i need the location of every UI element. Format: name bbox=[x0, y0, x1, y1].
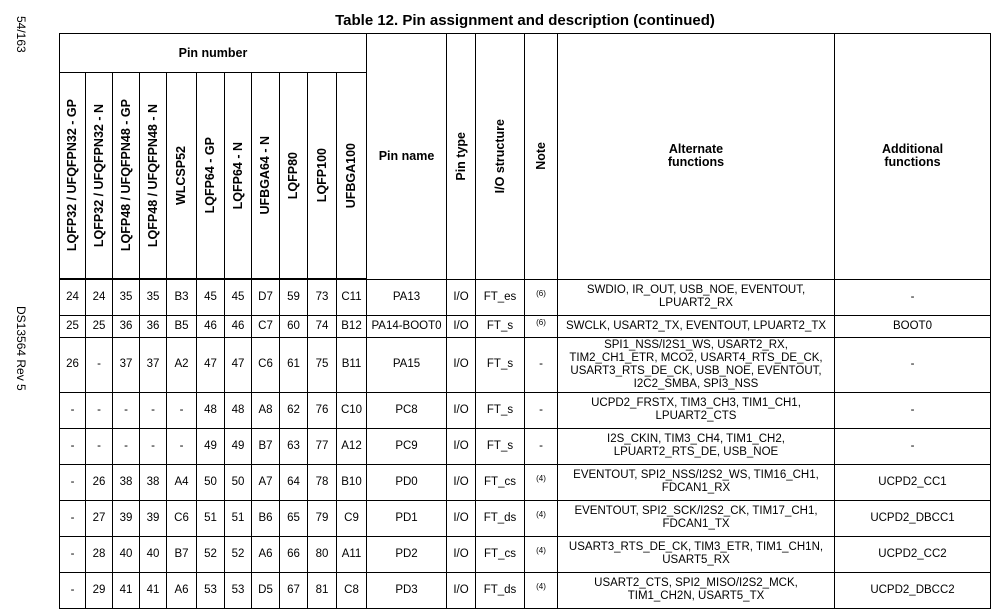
additional-functions-cell: BOOT0 bbox=[835, 315, 991, 337]
pin-cell: 25 bbox=[86, 315, 113, 337]
pin-cell: 78 bbox=[308, 464, 337, 500]
pin-cell: - bbox=[167, 428, 197, 464]
note-cell: (4) bbox=[525, 464, 558, 500]
pin-type-cell: I/O bbox=[447, 392, 476, 428]
pin-cell: A11 bbox=[337, 536, 367, 572]
pin-cell: 59 bbox=[280, 279, 308, 315]
pin-cell: 47 bbox=[225, 337, 252, 392]
pin-cell: D7 bbox=[252, 279, 280, 315]
table-row bbox=[60, 572, 991, 608]
pin-cell: 77 bbox=[308, 428, 337, 464]
pin-cell: 45 bbox=[225, 279, 252, 315]
pin-cell: B11 bbox=[337, 337, 367, 392]
pin-cell: 50 bbox=[225, 464, 252, 500]
pin-cell: 29 bbox=[86, 572, 113, 608]
note-cell: (4) bbox=[525, 536, 558, 572]
io-structure-cell: FT_cs bbox=[476, 464, 525, 500]
pin-cell: 80 bbox=[308, 536, 337, 572]
pin-cell: A6 bbox=[167, 572, 197, 608]
pin-cell: A12 bbox=[337, 428, 367, 464]
package-header: LQFP48 / UFQFPN48 - N bbox=[140, 73, 167, 280]
note-header: Note bbox=[525, 34, 558, 280]
additional-functions-cell: UCPD2_DBCC1 bbox=[835, 500, 991, 536]
note-cell: (6) bbox=[525, 279, 558, 315]
pin-number-header: Pin number bbox=[60, 34, 367, 73]
pin-cell: - bbox=[86, 392, 113, 428]
pin-cell: - bbox=[60, 536, 86, 572]
package-header: UFBGA64 - N bbox=[252, 73, 280, 280]
package-header: LQFP100 bbox=[308, 73, 337, 280]
pin-name-cell: PD0 bbox=[367, 464, 447, 500]
pin-cell: 38 bbox=[140, 464, 167, 500]
alternate-functions-cell: I2S_CKIN, TIM3_CH4, TIM1_CH2, LPUART2_RTS_DE, USB_NOE bbox=[558, 428, 835, 464]
additional-functions-cell: - bbox=[835, 337, 991, 392]
pin-cell: - bbox=[60, 500, 86, 536]
pin-cell: 41 bbox=[113, 572, 140, 608]
pin-cell: 51 bbox=[225, 500, 252, 536]
pin-cell: 39 bbox=[113, 500, 140, 536]
pin-cell: 53 bbox=[225, 572, 252, 608]
pin-cell: A6 bbox=[252, 536, 280, 572]
pin-cell: 24 bbox=[60, 279, 86, 315]
pin-name-cell: PD1 bbox=[367, 500, 447, 536]
additional-functions-cell: UCPD2_DBCC2 bbox=[835, 572, 991, 608]
pin-cell: A4 bbox=[167, 464, 197, 500]
io-structure-cell: FT_s bbox=[476, 392, 525, 428]
pin-cell: 64 bbox=[280, 464, 308, 500]
additional-functions-cell: - bbox=[835, 392, 991, 428]
pin-cell: 52 bbox=[197, 536, 225, 572]
pin-cell: - bbox=[86, 337, 113, 392]
pin-cell: 67 bbox=[280, 572, 308, 608]
package-header: LQFP48 / UFQFPN48 - GP bbox=[113, 73, 140, 280]
pin-cell: 40 bbox=[140, 536, 167, 572]
pin-name-header: Pin name bbox=[367, 34, 447, 280]
pin-cell: 26 bbox=[60, 337, 86, 392]
pin-cell: 38 bbox=[113, 464, 140, 500]
additional-functions-cell: - bbox=[835, 428, 991, 464]
io-structure-cell: FT_ds bbox=[476, 500, 525, 536]
pin-cell: A7 bbox=[252, 464, 280, 500]
pin-cell: 60 bbox=[280, 315, 308, 337]
pin-name-cell: PA15 bbox=[367, 337, 447, 392]
pin-cell: 73 bbox=[308, 279, 337, 315]
additional-functions-cell: UCPD2_CC1 bbox=[835, 464, 991, 500]
pin-cell: 51 bbox=[197, 500, 225, 536]
pin-cell: 45 bbox=[197, 279, 225, 315]
pin-cell: 27 bbox=[86, 500, 113, 536]
pin-cell: B6 bbox=[252, 500, 280, 536]
table-row bbox=[60, 279, 991, 315]
note-cell: - bbox=[525, 337, 558, 392]
package-header: LQFP64 - N bbox=[225, 73, 252, 280]
pin-cell: 36 bbox=[113, 315, 140, 337]
additional-functions-header: Additional functions bbox=[835, 34, 991, 280]
package-header: LQFP32 / UFQFPN32 - N bbox=[86, 73, 113, 280]
package-header: UFBGA100 bbox=[337, 73, 367, 280]
pin-name-cell: PC9 bbox=[367, 428, 447, 464]
pin-cell: 49 bbox=[197, 428, 225, 464]
note-cell: - bbox=[525, 392, 558, 428]
pin-cell: 46 bbox=[225, 315, 252, 337]
table-row bbox=[60, 337, 991, 392]
pin-cell: C11 bbox=[337, 279, 367, 315]
package-header: WLCSP52 bbox=[167, 73, 197, 280]
note-cell: (4) bbox=[525, 572, 558, 608]
pin-cell: 35 bbox=[140, 279, 167, 315]
pin-type-header: Pin type bbox=[447, 34, 476, 280]
io-structure-cell: FT_cs bbox=[476, 536, 525, 572]
pin-cell: 24 bbox=[86, 279, 113, 315]
note-cell: - bbox=[525, 428, 558, 464]
package-header: LQFP80 bbox=[280, 73, 308, 280]
page-number: 54/163 bbox=[14, 16, 28, 53]
additional-functions-cell: UCPD2_CC2 bbox=[835, 536, 991, 572]
pin-cell: B7 bbox=[167, 536, 197, 572]
pin-cell: - bbox=[113, 428, 140, 464]
pin-cell: B12 bbox=[337, 315, 367, 337]
pin-cell: 25 bbox=[60, 315, 86, 337]
pin-cell: 46 bbox=[197, 315, 225, 337]
pin-cell: - bbox=[60, 392, 86, 428]
pin-cell: 62 bbox=[280, 392, 308, 428]
pin-cell: A8 bbox=[252, 392, 280, 428]
pin-cell: C6 bbox=[252, 337, 280, 392]
pin-cell: 79 bbox=[308, 500, 337, 536]
alternate-functions-cell: USART2_CTS, SPI2_MISO/I2S2_MCK, TIM1_CH2N, USART5_TX bbox=[558, 572, 835, 608]
alternate-functions-cell: UCPD2_FRSTX, TIM3_CH3, TIM1_CH1, LPUART2_CTS bbox=[558, 392, 835, 428]
pin-name-cell: PC8 bbox=[367, 392, 447, 428]
pin-cell: 52 bbox=[225, 536, 252, 572]
pin-type-cell: I/O bbox=[447, 500, 476, 536]
table-row bbox=[60, 428, 991, 464]
pin-cell: 65 bbox=[280, 500, 308, 536]
pin-type-cell: I/O bbox=[447, 464, 476, 500]
additional-functions-cell: - bbox=[835, 279, 991, 315]
alternate-functions-cell: SPI1_NSS/I2S1_WS, USART2_RX, TIM2_CH1_ETR, MCO2, USART4_RTS_DE_CK, USART3_RTS_DE_CK, USB_NOE, EVENTOUT, I2C2_SMBA, SPI3_NSS bbox=[558, 337, 835, 392]
pin-cell: C6 bbox=[167, 500, 197, 536]
pin-cell: - bbox=[113, 392, 140, 428]
pin-type-cell: I/O bbox=[447, 315, 476, 337]
pin-name-cell: PA14-BOOT0 bbox=[367, 315, 447, 337]
pin-cell: 48 bbox=[225, 392, 252, 428]
pin-cell: 49 bbox=[225, 428, 252, 464]
pin-cell: A2 bbox=[167, 337, 197, 392]
pin-cell: 81 bbox=[308, 572, 337, 608]
pin-type-cell: I/O bbox=[447, 572, 476, 608]
pin-cell: B3 bbox=[167, 279, 197, 315]
io-structure-header: I/O structure bbox=[476, 34, 525, 280]
pin-cell: 53 bbox=[197, 572, 225, 608]
pin-cell: 66 bbox=[280, 536, 308, 572]
pin-cell: 39 bbox=[140, 500, 167, 536]
pin-cell: 47 bbox=[197, 337, 225, 392]
document-reference: DS13564 Rev 5 bbox=[14, 306, 28, 391]
pin-cell: - bbox=[60, 572, 86, 608]
pin-type-cell: I/O bbox=[447, 428, 476, 464]
pin-cell: - bbox=[140, 428, 167, 464]
io-structure-cell: FT_ds bbox=[476, 572, 525, 608]
pin-type-cell: I/O bbox=[447, 337, 476, 392]
pin-cell: - bbox=[140, 392, 167, 428]
pin-cell: 40 bbox=[113, 536, 140, 572]
pin-cell: B5 bbox=[167, 315, 197, 337]
alternate-functions-cell: USART3_RTS_DE_CK, TIM3_ETR, TIM1_CH1N, USART5_RX bbox=[558, 536, 835, 572]
pin-cell: 75 bbox=[308, 337, 337, 392]
pin-cell: C8 bbox=[337, 572, 367, 608]
alternate-functions-cell: SWDIO, IR_OUT, USB_NOE, EVENTOUT, LPUART2_RX bbox=[558, 279, 835, 315]
io-structure-cell: FT_s bbox=[476, 337, 525, 392]
pin-cell: 50 bbox=[197, 464, 225, 500]
table-row bbox=[60, 392, 991, 428]
pin-cell: 48 bbox=[197, 392, 225, 428]
package-header: LQFP32 / UFQFPN32 - GP bbox=[60, 73, 86, 280]
table-title: Table 12. Pin assignment and description (continued) bbox=[335, 12, 715, 29]
alternate-functions-cell: EVENTOUT, SPI2_SCK/I2S2_CK, TIM17_CH1, FDCAN1_TX bbox=[558, 500, 835, 536]
io-structure-cell: FT_es bbox=[476, 279, 525, 315]
pin-cell: 37 bbox=[140, 337, 167, 392]
pin-cell: 26 bbox=[86, 464, 113, 500]
pin-assignment-table bbox=[59, 33, 991, 609]
alternate-functions-header: Alternate functions bbox=[558, 34, 835, 280]
pin-cell: - bbox=[86, 428, 113, 464]
table-row bbox=[60, 500, 991, 536]
pin-type-cell: I/O bbox=[447, 279, 476, 315]
pin-cell: 63 bbox=[280, 428, 308, 464]
table-row bbox=[60, 315, 991, 337]
pin-cell: B10 bbox=[337, 464, 367, 500]
pin-cell: C9 bbox=[337, 500, 367, 536]
pin-cell: 37 bbox=[113, 337, 140, 392]
pin-cell: 74 bbox=[308, 315, 337, 337]
pin-cell: C7 bbox=[252, 315, 280, 337]
table-row bbox=[60, 536, 991, 572]
note-cell: (4) bbox=[525, 500, 558, 536]
alternate-functions-cell: SWCLK, USART2_TX, EVENTOUT, LPUART2_TX bbox=[558, 315, 835, 337]
pin-cell: 61 bbox=[280, 337, 308, 392]
alternate-functions-cell: EVENTOUT, SPI2_NSS/I2S2_WS, TIM16_CH1, FDCAN1_RX bbox=[558, 464, 835, 500]
pin-cell: D5 bbox=[252, 572, 280, 608]
note-cell: (6) bbox=[525, 315, 558, 337]
pin-name-cell: PD2 bbox=[367, 536, 447, 572]
io-structure-cell: FT_s bbox=[476, 428, 525, 464]
pin-cell: 36 bbox=[140, 315, 167, 337]
pin-name-cell: PD3 bbox=[367, 572, 447, 608]
pin-cell: 76 bbox=[308, 392, 337, 428]
pin-type-cell: I/O bbox=[447, 536, 476, 572]
pin-cell: - bbox=[60, 428, 86, 464]
pin-cell: 41 bbox=[140, 572, 167, 608]
io-structure-cell: FT_s bbox=[476, 315, 525, 337]
pin-cell: - bbox=[60, 464, 86, 500]
pin-name-cell: PA13 bbox=[367, 279, 447, 315]
pin-cell: - bbox=[167, 392, 197, 428]
pin-cell: B7 bbox=[252, 428, 280, 464]
pin-cell: 35 bbox=[113, 279, 140, 315]
pin-cell: 28 bbox=[86, 536, 113, 572]
table-row bbox=[60, 464, 991, 500]
package-header: LQFP64 - GP bbox=[197, 73, 225, 280]
pin-cell: C10 bbox=[337, 392, 367, 428]
